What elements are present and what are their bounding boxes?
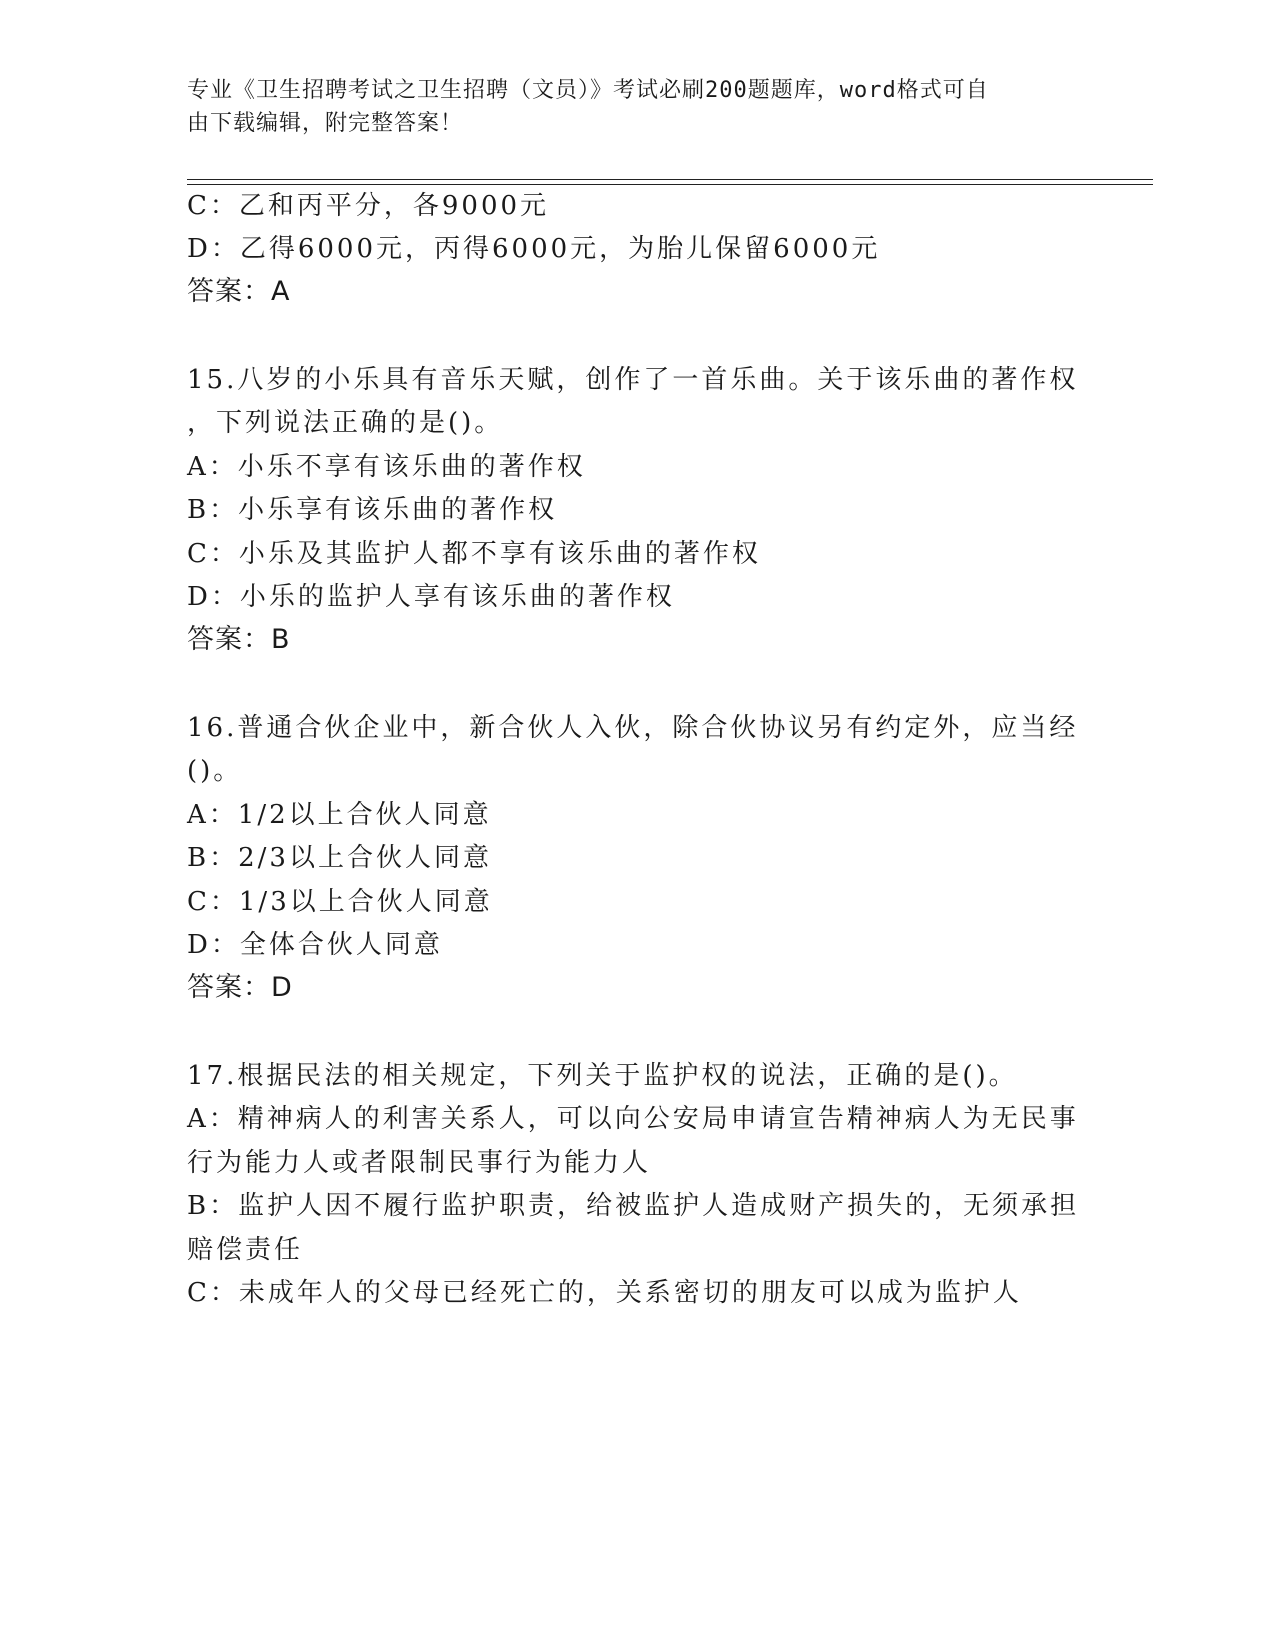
- q14-option-d: D：乙得6000元，丙得6000元，为胎儿保留6000元: [187, 234, 881, 264]
- q15-option-d: D：小乐的监护人享有该乐曲的著作权: [187, 582, 675, 612]
- q15-stem-line-1: 15.八岁的小乐具有音乐天赋，创作了一首乐曲。关于该乐曲的著作权: [187, 365, 1079, 395]
- q14-answer: 答案：A: [187, 276, 291, 307]
- q17-stem: 17.根据民法的相关规定，下列关于监护权的说法，正确的是()。: [187, 1061, 1018, 1091]
- q16-option-b: B：2/3以上合伙人同意: [187, 843, 492, 873]
- header-line-2: 由下载编辑，附完整答案！: [187, 111, 464, 136]
- document-header: [187, 74, 1067, 140]
- q17-option-b-line-2: 赔偿责任: [187, 1235, 304, 1265]
- header-divider-top: [187, 179, 1153, 180]
- q16-stem-line-2: ()。: [187, 756, 243, 786]
- q16-answer: 答案：D: [187, 972, 293, 1003]
- header-divider-bottom: [187, 184, 1153, 185]
- q16-option-c: C：1/3以上合伙人同意: [187, 887, 493, 917]
- q15-option-b: B：小乐享有该乐曲的著作权: [187, 495, 558, 525]
- q16-option-d: D：全体合伙人同意: [187, 930, 443, 960]
- q16-stem-line-1: 16.普通合伙企业中，新合伙人入伙，除合伙协议另有约定外，应当经: [187, 713, 1079, 743]
- q15-option-a: A：小乐不享有该乐曲的著作权: [187, 452, 586, 482]
- q15-answer: 答案：B: [187, 624, 291, 655]
- q17-option-b-line-1: B：监护人因不履行监护职责，给被监护人造成财产损失的，无须承担: [187, 1191, 1080, 1221]
- q15-option-c: C：小乐及其监护人都不享有该乐曲的著作权: [187, 539, 761, 569]
- q17-option-c: C：未成年人的父母已经死亡的，关系密切的朋友可以成为监护人: [187, 1278, 1022, 1308]
- q17-option-a-line-2: 行为能力人或者限制民事行为能力人: [187, 1148, 652, 1178]
- header-line-1: 专业《卫生招聘考试之卫生招聘（文员）》考试必刷200题题库，word格式可自: [187, 78, 989, 103]
- q17-option-a-line-1: A：精神病人的利害关系人，可以向公安局申请宣告精神病人为无民事: [187, 1104, 1079, 1134]
- q14-option-c: C：乙和丙平分，各9000元: [187, 191, 550, 221]
- q15-stem-line-2: ，下列说法正确的是()。: [187, 408, 504, 438]
- q16-option-a: A：1/2以上合伙人同意: [187, 800, 492, 830]
